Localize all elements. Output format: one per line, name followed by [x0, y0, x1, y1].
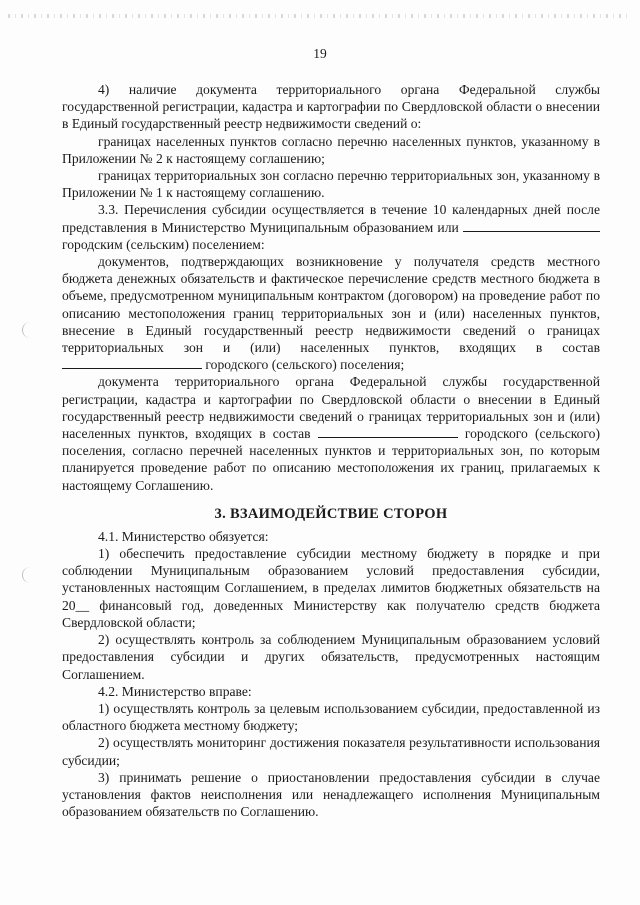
paragraph-text: городским (сельским) поселением: [62, 236, 265, 252]
paragraph [62, 373, 600, 493]
paragraph: 1) обеспечить предоставление субсидии местному бюджету в порядке и при соблюдении Муниципальным образованием условий предоставления субсидии, установленных настоящим Соглашением, в пределах лимитов бюджетных обязательств на 20__ финансовый год, доведенных Министерству как получателю средств бюджета Свердловской области; [62, 546, 600, 630]
paragraph-text: документа территориального органа Федеральной службы государственной регистрации, кадастра и картографии по Свердловской области о внесении в Единый государственный реестр недвижимости сведений о границах территориальных зон и (или) населенных пунктов, входящих в состав [62, 374, 600, 442]
paragraph: границах населенных пунктов согласно перечню населенных пунктов, указанному в Приложении № 2 к настоящему соглашению; [62, 133, 600, 166]
paragraph: 1) осуществлять контроль за целевым использованием субсидии, предоставленной из областного бюджета местному бюджету; [62, 700, 600, 734]
paragraph-text: городского (сельского) поселения, согласно перечней населенных пунктов и территориальных зон, по которым планируется проведение работ по описанию местоположения их границ, прилагаемых к настоящему Соглашению. [62, 426, 600, 493]
page-number: 19 [313, 46, 327, 61]
section-heading: 3. ВЗАИМОДЕЙСТВИЕ СТОРОН [214, 505, 448, 522]
margin-mark [22, 322, 31, 338]
paragraph: 4.2. Министерство вправе: [98, 683, 252, 699]
margin-mark [22, 567, 31, 583]
blank-line [463, 220, 600, 232]
paragraph: 4.1. Министерство обязуется: [98, 528, 269, 544]
blank-line [62, 357, 202, 369]
paragraph-text: 3.3. Перечисления субсидии осуществляется в течение 10 календарных дней после представления в Министерство Муниципальным образованием или [62, 202, 600, 235]
paragraph: границах территориальных зон согласно перечню территориальных зон, указанному в Приложении № 1 к настоящему соглашению. [62, 168, 600, 201]
paragraph: 2) осуществлять мониторинг достижения показателя результативности использования субсидии; [62, 735, 600, 768]
scan-artifact [8, 14, 632, 18]
paragraph-text: городского (сельского) поселения; [205, 357, 405, 373]
paragraph [62, 201, 600, 253]
paragraph: 3) принимать решение о приостановлении предоставления субсидии в случае установления фактов неисполнения или ненадлежащего исполнения Муниципальным образованием обязательств по Соглашению. [62, 769, 600, 820]
paragraph-text: документов, подтверждающих возникновение у получателя средств местного бюджета денежных обязательств и фактическое перечисление средств местного бюджета в объеме, предусмотренном муниципальным контрактом (договором) на проведение работ по описанию местоположения границ территориальных зон и (или) населенных пунктов, внесение в Единый государственный реестр недвижимости сведений о границах территориальных зон и (или) населенных пунктов, входящих в состав [62, 254, 600, 356]
blank-line [318, 426, 458, 438]
paragraph: 4) наличие документа территориального органа Федеральной службы государственной регистрации, кадастра и картографии по Свердловской области о внесении в Единый государственный реестр недвижимости сведений о: [62, 82, 600, 132]
paragraph: 2) осуществлять контроль за соблюдением Муниципальным образованием условий предоставления субсидии и других обязательств, предусмотренных настоящим Соглашением. [62, 632, 600, 682]
paragraph [62, 253, 600, 373]
document-body [62, 81, 600, 820]
